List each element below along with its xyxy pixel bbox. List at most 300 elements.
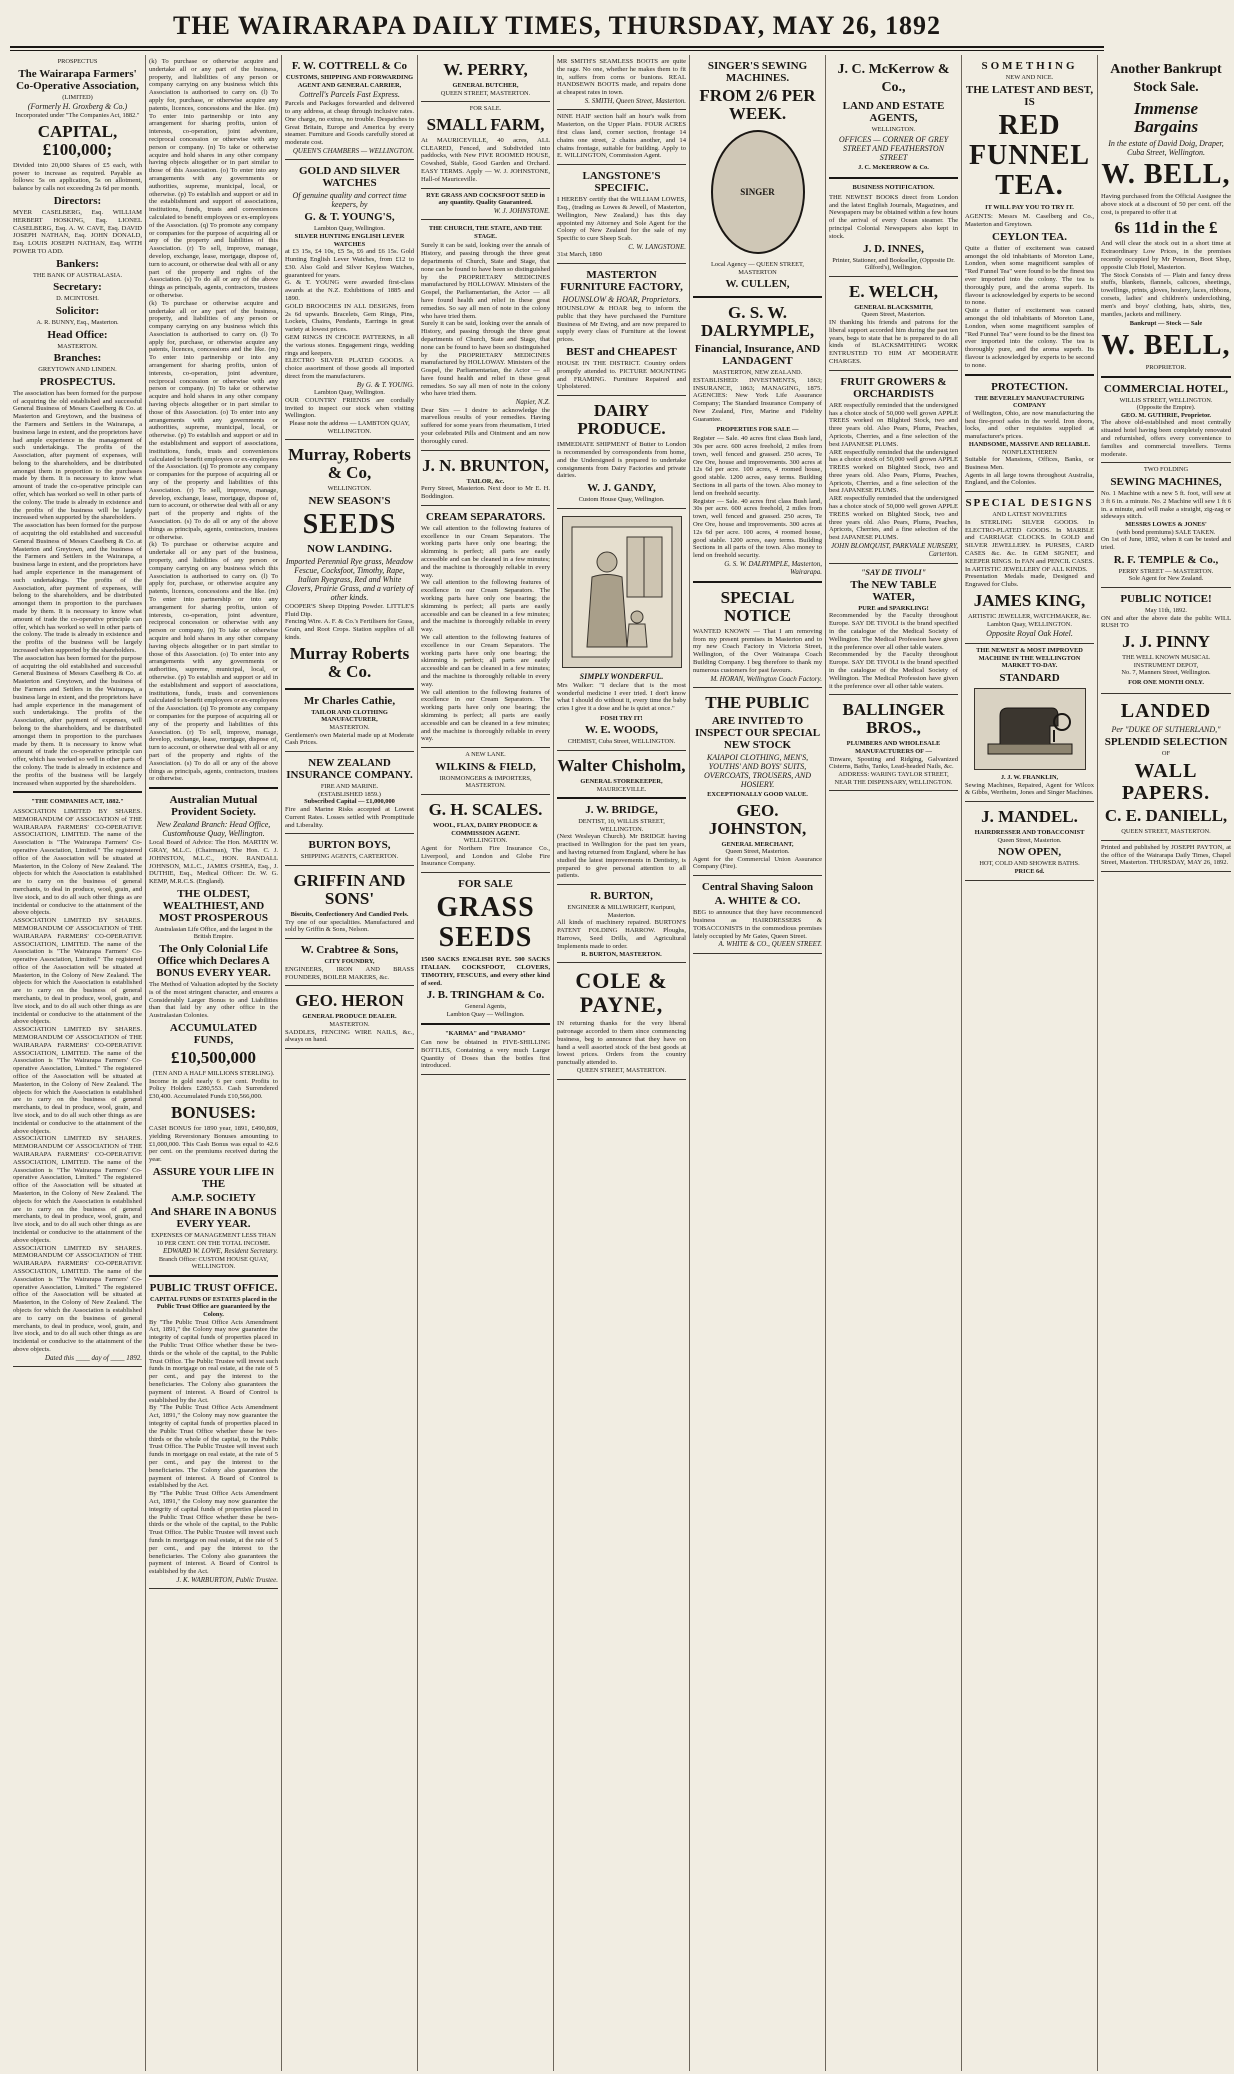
beverley-text: of Wellington, Ohio, are now manufacturing the best fire-proof safes in the world. Iron doors, locks, and other requisites supplied at manufacturer's prices. (965, 409, 1094, 441)
nonflexible-label: NONFLEXTHEREN (1001, 448, 1058, 456)
prospectus-sub-heading: PROSPECTUS. (39, 375, 116, 388)
gandy-heading: W. J. GANDY, (587, 482, 656, 495)
king-sub: ARTISTIC JEWELLER, WATCHMAKER, &c. (967, 613, 1092, 621)
fruit-growers-ad (829, 371, 958, 564)
hotel-proprietor: GEO. M. GUTHRIE, Proprietor. (1121, 411, 1211, 419)
bonuses-heading: BONUSES: (170, 1103, 257, 1123)
expenses-text: EXPENSES OF MANAGEMENT LESS THAN 10 PER CENT. ON THE TOTAL INCOME. (151, 1232, 276, 1247)
mckerrow-offices: OFFICES — CORNER OF GREY STREET AND FEATHERSTON STREET (838, 134, 949, 162)
dear-sirs-text: Dear Sirs — I desire to acknowledge the marvellous results of your remedies. Having suffered for some years from rheumatism, I tried your celebrated Pills and Ointment and am now thoroughly cured. (421, 406, 550, 445)
accum-heading: ACCUMULATED FUNDS, (169, 1022, 258, 1047)
nz-insurance-sub: FIRE AND MARINE. (320, 783, 379, 791)
burton-sub: ENGINEER & MILLWRIGHT, Kuripuni, Masterton. (567, 904, 676, 919)
temple-addr: PERRY STREET — MASTERTON. (1118, 567, 1214, 575)
masthead-title: THE WAIRARAPA DAILY TIMES, THURSDAY, MAY 26, 1892 (172, 11, 942, 40)
farm-heading: SMALL FARM, (426, 114, 545, 134)
tringham-addr: Lambton Quay — Wellington. (446, 1010, 525, 1018)
dalrymple-sub: Financial, Insurance, AND LANDAGENT (694, 343, 821, 368)
dairy-text: IMMEDIATE SHIPMENT of Butter to London is recommended by correspondents from home, and the Undersigned is prepared to undertake consignments from Dairy Factories and private dairies. (557, 441, 686, 480)
accum-value: £10,500,000 (171, 1048, 256, 1068)
mandel-addr: Queen Street, Masterton. (997, 836, 1062, 844)
it-will-pay: IT WILL PAY YOU TO TRY IT. (985, 203, 1074, 211)
cream-heading: CREAM SEPARATORS. (425, 510, 546, 523)
heron-ad (285, 986, 414, 1049)
burton-text: All kinds of machinery repaired. BURTON'S PATENT FOLDING HARROW. Ploughs, Harrows, Seed Drills, and Agricultural Implements made to order. (557, 919, 686, 950)
assure-sub: A.M.P. SOCIETY (171, 1192, 256, 1205)
try-it: FOSH TRY IT! (600, 714, 643, 722)
prospectus-text: The association has been formed for the purpose of acquiring the old established and successful General Business of Messrs Caselberg & Co. at Masterton and Greytown, and the business of the Farmers and Settlers in the Wairarapa, a business large in extent, and the proprietors have had ample experience in the management of such undertakings. The profits of the Association, after payment of expenses, will belong to the shareholders, and be distributed amongst them in proportion to the purchases made by them. It is necessary to know what amount of trade the co-operative principle can offer, which has worked so well in other parts of the colony. The trade is already in existence and the profits of the business will be largely increased when supported by the shareholders. (13, 389, 142, 522)
fruit-text-cont-2: ARE respectfully reminded that the undersigned has a choice stock of 50,000 well grown APPLE TREES worked on Blighted Stock, two and three years old. Also Pears, Plums, Peaches, Apricots, Cherries, and a fine selection of the best JAPANESE PLUMS. (829, 495, 958, 542)
lever-text: at £3 15s, £4 10s, £5 5s, £6 and £6 15s. Gold Hunting English Lever Watches, from £12 to £30. Also Gold and Silver Keyless Watches, guaranteed for years. (285, 248, 414, 279)
innes-heading: J. D. INNES, (863, 242, 924, 255)
only-office: The Only Colonial Life Office which Declares A BONUS EVERY YEAR. (156, 943, 271, 980)
griffin-text: Try one of our specialities. Manufactured and sold by Griffin & Sons, Nelson. (285, 918, 414, 934)
cottrell-sub: CUSTOMS, SHIPPING AND FORWARDING AGENT AND GENERAL CARRIER, (285, 74, 414, 89)
pinny-date: May 11th, 1892. (1144, 607, 1187, 615)
nz-insurance-est: (ESTABLISHED 1859.) (318, 790, 381, 798)
nz-insurance-heading: NEW ZEALAND INSURANCE COMPANY. (286, 757, 413, 782)
immense-heading: Immense Bargains (1133, 99, 1199, 136)
bridge-text: (Next Wesleyan Church). Mr BRIDGE having practised in Wellington for the past ten years, and having returned from England, where he has studied the latest improvements in Dentistry, is prepared to give personal attention to all patients. (557, 833, 686, 880)
public-trust-text-cont-2: By "The Public Trust Office Acts Amendment Act, 1891," the Colony may now guarantee the integrity of capital funds of properties placed in the Public Trust Office whether these be two-thirds or the whole of the capital, to the Public Trust Office. The Public Trustee will invest such funds in mortgage on real estate, at the rate of 5 per cent., and pay the interest to the beneficiaries. The Colony also guarantees the payment of interest. A Board of Control is established by the Act. (149, 1490, 278, 1576)
directors-list: MYER CASELBERG, Esq. WILLIAM HERBERT HOSKING, Esq. LIONEL CASELBERG, Esq. A. W. CAVE, Esq. DAVID JOSEPH NATHAN, Esq. JOHN DONALD, Esq. LOUIS JOSEPH NATHAN, Esq. WITH POWER TO ADD. (13, 208, 142, 255)
latest-heading: THE LATEST AND BEST, IS (965, 83, 1094, 108)
amp-sub: New Zealand Branch: Head Office, Customhouse Quay, Wellington. (156, 820, 271, 839)
nz-insurance-ad (285, 752, 414, 834)
woods-heading: W. E. WOODS, (584, 724, 659, 737)
furniture-ad (557, 264, 686, 396)
solicitor-value: A. R. BUNNY, Esq., Masterton. (36, 318, 119, 326)
oldest-heading: THE OLDEST, WEALTHIEST, AND MOST PROSPEROUS (159, 887, 268, 924)
business-men-text: Suitable for Mansions, Offices, Banks, or Business Men. (965, 456, 1094, 471)
tivoli-heading: "SAY DE TIVOLI" (860, 567, 927, 577)
seeds-big: SEEDS (302, 508, 397, 540)
watches-heading: GOLD AND SILVER WATCHES (298, 165, 401, 190)
griffin-ad (285, 866, 414, 939)
cream-text-cont-3: We call attention to the following features of excellence in our Cream Separators. The working parts have only one bearing; the skimming is perfect; all parts are easily accessible and can be cleaned in a few minutes; and the machine is thoroughly reliable in every way. (421, 688, 550, 743)
properties-sig: G. S. W. DALRYMPLE, Masterton, Wairarapa. (724, 559, 822, 577)
tringham-sub: General Agents, (464, 1003, 507, 1011)
heron-heading: GEO. HERON (295, 991, 404, 1011)
beverley-heading: THE BEVERLEY MANUFACTURING COMPANY (974, 394, 1085, 410)
branches-value: GREYTOWN AND LINDEN. (38, 366, 117, 374)
ryegrass-ad (421, 189, 550, 221)
murray2-heading: Murray Roberts & Co. (289, 643, 410, 681)
ballinger-ad (829, 695, 958, 791)
scales-text: Agent for Northern Fire Insurance Co., Liverpool, and London and Globe Fire Insurance Company. (421, 844, 550, 868)
singer-logo-text: SINGER (740, 186, 775, 197)
mckerrow-addr: WELLINGTON. (871, 126, 916, 133)
tivoli-text: Recommended by the Faculty throughout Europe. SAY DE TIVOLI is the brand specified in the catalogue of the Medical Society of Wellington. The Medical Profession have given it the preference over all other table waters. (829, 612, 958, 651)
public-trust-ad (149, 1277, 278, 1589)
special-sig: M. HORAN, Wellington Coach Factory. (710, 674, 822, 683)
public-sub: ARE INVITED TO INSPECT OUR SPECIAL NEW STOCK (694, 714, 821, 751)
johnston-sub: GENERAL MERCHANT, (721, 840, 794, 848)
memorandum-text: ASSOCIATION LIMITED BY SHARES. MEMORANDUM OF ASSOCIATION of THE WAIRARAPA FARMERS' CO-OPERATIVE ASSOCIATION, LIMITED. The name of the Association is "The Wairarapa Farmers' Co-operative Association, Limited." The registered office of the Association will be situated at Masterton, in the Colony of New Zealand. The objects for which the Association is established are to carry on the business of general merchants, to deal in produce, wool, grain, and live stock, and to do all such other things as are incidental or conducive to the attainment of the above objects. (13, 807, 142, 917)
machine-text: Sewing Machines, Repaired, Agent for Wilcox & Gibbs, Wertheim, Jones and Singer Machines. (965, 781, 1094, 797)
secretary-heading: Secretary: (53, 281, 102, 294)
valuation-text: The Method of Valuation adopted by the Society is of the most stringent character, and ensures a Considerably Larger Bonus to and Liabilities than that laid by any other office in the Australasian Colonies. (149, 981, 278, 1020)
protection-heading: PROTECTION. (991, 380, 1068, 393)
illustration-drawing (567, 522, 677, 662)
mandel-heading: J. MANDEL. (981, 807, 1078, 827)
something-heading: SOMETHING (981, 60, 1078, 72)
singer-price: FROM 2/6 PER WEEK. (699, 86, 816, 123)
section-text: NINE HAIF section half an hour's walk from Masterton, on the Upper Plain. FOUR ACRES first class land, corner section, frontage 14 chains one street, 2 chains another, and 14 chains frontage, suitable for building. Apply to E. WILLINGTON, Commission Agent. (557, 113, 686, 160)
dalrymple-text: ESTABLISHED: INVESTMENTS, 1863; INSURANCE, 1863; MANAGING, 1875. AGENCIES: New York Life Assurance Company; The Standard Insurance Company of New Zealand, Fire, Marine and Fidelity Guarantee. (693, 376, 822, 423)
brunton-ad (421, 451, 550, 506)
mother-child-illustration (562, 516, 682, 668)
brooches-text: GOLD BROOCHES IN ALL DESIGNS, from 2s 6d upwards. Bracelets, Gem Rings, Pins, Lockets, Chains, Pendants, Earrings in great variety at lowest prices. (285, 302, 414, 334)
mandel-sub: HAIRDRESSER AND TOBACCONIST (974, 829, 1085, 837)
singer-logo-frame (708, 127, 808, 257)
something-sub: NEW AND NICE. (1005, 74, 1054, 81)
chisholm-ad (557, 751, 686, 799)
hotel-sub: WILLIS STREET, WELLINGTON. (1119, 396, 1213, 404)
funnel-agents: AGENTS: Messrs M. Caselberg and Co., Masterton and Greytown. (965, 213, 1094, 228)
column-1 (10, 55, 146, 2071)
farm-for-sale: FOR SALE. (469, 105, 502, 113)
mandel-open: NOW OPEN, (997, 846, 1062, 859)
electro-sig: By G. & T. YOUNG. (356, 380, 414, 389)
memorandum-text-cont-4: ASSOCIATION LIMITED BY SHARES. MEMORANDUM OF ASSOCIATION of THE WAIRARAPA FARMERS' CO-OPERATIVE ASSOCIATION, LIMITED. The name of the Association is "The Wairarapa Farmers' Co-operative Association, Limited." The registered office of the Association will be situated at Masterton, in the Colony of New Zealand. The objects for which the Association is established are to carry on the business of general merchants, to deal in produce, wool, grain, and live stock, and to do all such other things as are incidental or conducive to the attainment of the above objects. (13, 1244, 142, 1353)
welch-addr: Queen Street, Masterton. (861, 311, 926, 319)
machine-caption: J. J. W. FRANKLIN, (1000, 774, 1059, 782)
shaving-saloon-ad (693, 876, 822, 954)
chisholm-sub: GENERAL STOREKEEPER, (580, 778, 663, 786)
public-trust-text-cont: By "The Public Trust Office Acts Amendment Act, 1891," the Colony may now guarantee the integrity of capital funds of properties placed in the Public Trust Office whether these be two-thirds or the whole of the capital, to the Public Trust Office. The Public Trustee will invest such funds in mortgage on real estate, at the rate of 5 per cent., and pay the interest to the beneficiaries. The Colony also guarantees the payment of interest. A Board of Control is established by the Act. (149, 1404, 278, 1490)
cathie-sub: TAILOR AND CLOTHING MANUFACTURER, (311, 708, 388, 724)
temple-heading: R. F. TEMPLE & Co., (1113, 553, 1219, 566)
crabtree-ad (285, 939, 414, 986)
hotel-text: The above old-established and most centrally situated hotel having been completely renovated and refurnished, offers every convenience to families and commercial travellers. Terms moderate. (1101, 419, 1231, 458)
business-text: THE NEWEST BOOKS direct from London and the latest English Journals, Magazines, and Newspapers may be obtained within a few hours of the arrival of every Ocean steamer. The principal Colonial Newspapers also kept in stock. (829, 193, 958, 240)
smith-sig: S. SMITH, Queen Street, Masterton. (584, 96, 686, 105)
tivoli-ad (829, 564, 958, 696)
small-farm-ad (421, 102, 550, 188)
pinny-ad (1101, 588, 1231, 694)
dalrymple-ad (693, 298, 822, 583)
youngs-address-note: Please note the address — LAMBTON QUAY, WELLINGTON. (289, 420, 410, 435)
cottrell-express: Cottrell's Parcels Fast Express. (299, 90, 400, 100)
masthead (10, 6, 1104, 48)
sewing-machine-icon (980, 694, 1080, 764)
chisholm-addr: MAURICEVILLE. (596, 785, 647, 793)
tivoli-text-cont: Recommended by the Faculty throughout Europe. SAY DE TIVOLI is the brand specified in the catalogue of the Medical Society of Wellington. The Medical Profession have given it the preference over all other table waters. (829, 651, 958, 690)
langstone-heading: LANGSTONE'S SPECIFIC. (582, 170, 661, 195)
welch-ad (829, 277, 958, 371)
cathie-text: Gentlemen's own Material made up at Moderate Cash Prices. (285, 731, 414, 747)
bankrupt-footer: Bankrupt — Stock — Sale (1129, 320, 1203, 328)
column-3 (282, 55, 418, 2071)
scales-heading: G. H. SCALES. (428, 799, 543, 819)
bell-heading: W. BELL, (1101, 159, 1231, 190)
public-items: KAIAPOI CLOTHING, MEN'S, YOUTHS' AND BOYS' SUITS, OVERCOATS, TROUSERS, AND HOSIERY. (703, 752, 812, 789)
pinny-text: ON and after the above date the public WILL RUSH TO (1101, 614, 1231, 630)
crabtree-heading: W. Crabtree & Sons, (300, 944, 399, 957)
business-heading: BUSINESS NOTIFICATION. (852, 184, 935, 192)
griffin-sub: Biscuits, Confectionery And Candied Peels. (290, 911, 409, 918)
assure-heading: ASSURE YOUR LIFE IN THE (152, 1166, 275, 1191)
nz-insurance-capital: Subscribed Capital — £1,000,000 (304, 798, 395, 806)
company-name: The Wairarapa Farmers' Co-Operative Association, (16, 67, 139, 92)
limited-label: (LIMITED) (62, 93, 93, 101)
memorandum-text-cont-3: ASSOCIATION LIMITED BY SHARES. MEMORANDUM OF ASSOCIATION of THE WAIRARAPA FARMERS' CO-OPERATIVE ASSOCIATION, LIMITED. The name of the Association is "The Wairarapa Farmers' Co-operative Association, Limited." The registered office of the Association will be situated at Masterton, in the Colony of New Zealand. The objects for which the Association is established are to carry on the business of general merchants, to deal in produce, wool, grain, and live stock, and to do all such other things as are incidental or conducive to the attainment of the above objects. (13, 1135, 142, 1244)
branches-heading: Branches: (53, 352, 102, 365)
lowes-text: On 1st of June, 1892, when it can be tested and tried. (1101, 536, 1231, 552)
hotel-heading: COMMERCIAL HOTEL, (1103, 382, 1229, 395)
griffin-heading: GRIFFIN AND SONS' (293, 871, 406, 908)
cream-text-cont: We call attention to the following features of excellence in our Cream Separators. The working parts have only one bearing; the skimming is perfect; all parts are easily accessible and can be cleaned in a few minutes; and the machine is thoroughly reliable in every way. (421, 579, 550, 634)
public-value: EXCEPTIONALLY GOOD VALUE. (707, 790, 808, 798)
johnston-addr: Queen Street, Masterton. (725, 848, 790, 856)
daniell-heading: C. E. DANIELL, (1104, 806, 1228, 826)
column-6 (690, 55, 826, 2071)
ceylon-heading: CEYLON TEA. (992, 230, 1067, 243)
church-sig: Napier, N.Z. (515, 398, 550, 407)
bankers-value: THE BANK OF AUSTRALASIA. (32, 271, 123, 279)
perry-addr: QUEEN STREET, MASTERTON. (440, 89, 531, 97)
mckerrow-ad (829, 55, 958, 179)
presentation-text: Presentation Medals made, Designed and Engraved for Clubs. (965, 573, 1094, 589)
column-7 (826, 55, 962, 2071)
objects-text-cont-2: (k) To purchase or otherwise acquire and undertake all or any part of the business, property, and liabilities of any person or company carrying on any business which this Association is authorised to carry on. (l) To apply for, purchase, or otherwise acquire any patents, licences, concessions and the like. (m) To enter into partnership or into any arrangement for sharing profits, union of interests, co-operation, joint adventure, reciprocal concession or otherwise with any person or company. (n) To take or otherwise acquire and hold shares in any other company having objects altogether or in part similar to those of this Association. (o) To enter into any arrangements with any governments or authorities, supreme, municipal, local, or otherwise. (p) To establish and support or aid in the establishment and support of associations, institutions, funds, trusts and conveniences calculated to benefit employees or ex-employees of the Association. (q) To promote any company or companies for the purpose of acquiring all or any of the property and liabilities of this Association. (r) To sell, improve, manage, develop, exchange, lease, mortgage, dispose of, turn to account, or otherwise deal with all or any part of the property and rights of the Association. (s) To do all or any of the above things as principals, agents, contractors, trustees or otherwise. (149, 541, 278, 783)
memorandum-text-cont: ASSOCIATION LIMITED BY SHARES. MEMORANDUM OF ASSOCIATION of THE WAIRARAPA FARMERS' CO-OPERATIVE ASSOCIATION, LIMITED. The name of the Association is "The Wairarapa Farmers' Co-operative Association, Limited." The registered office of the Association will be situated at Masterton, in the Colony of New Zealand. The objects for which the Association is established are to carry on the business of general merchants, to deal in produce, wool, grain, and live stock, and to do all such other things as are incidental or conducive to the attainment of the above objects. (13, 917, 142, 1026)
bridge-sub: DENTIST, 10, WILLIS STREET, WELLINGTON. (578, 818, 665, 833)
ballinger-sub: PLUMBERS AND WHOLESALE MANUFACTURERS OF — (846, 740, 941, 756)
section-sale-ad (557, 110, 686, 165)
special-designs-heading: SPECIAL DESIGNS (965, 497, 1094, 510)
handsome-heading: HANDSOME, MASSIVE AND RELIABLE. (968, 440, 1091, 448)
properties-text: Register — Sale. 40 acres first class Bush land, 30s per acre. 600 acres freehold, 2 miles from town, well fenced and grassed. 250 acres, Te Ore Ore, house and improvements. 300 acres at 12s 6d per acre. 100 acres, 4 roomed house, good stable. 1200 acres, easy terms. Building Sections in all parts of the town. Also money to lend on freehold security. (693, 435, 822, 497)
electro-addr: Lambton Quay, Wellington. (313, 389, 385, 397)
scales-sub: WOOL, FLAX, DAIRY PRODUCE & COMMISSION AGENT. (433, 821, 538, 837)
special-heading: SPECIAL NOTICE (720, 587, 795, 625)
estate-text: In the estate of David Doig, Draper, Cuba Street, Wellington. (1108, 139, 1224, 157)
lowes-heading: MESSRS LOWES & JONES' (1125, 521, 1207, 529)
youngs-addr: Lambton Quay, Wellington. (313, 225, 385, 233)
prospectus-text-cont-2: The association has been formed for the purpose of acquiring the old established and successful General Business of Messrs Caselberg & Co. at Masterton and Greytown, and the business of the Farmers and Settlers in the Wairarapa, a business large in extent, and the proprietors have had ample experience in the management of such undertakings. The profits of the Association, after payment of expenses, will belong to the shareholders, and be distributed amongst them in proportion to the purchases made by them. It is necessary to know what amount of trade the co-operative principle can offer, which has worked so well in other parts of the colony. The trade is already in existence and the profits of the business will be largely increased when supported by the shareholders. (13, 654, 142, 787)
mckerrow-heading: J. C. McKerrow & Co., (837, 62, 950, 95)
johnston-heading: GEO. JOHNSTON, (708, 800, 807, 838)
karma-heading: "KARMA" and "PARAMO" (445, 1029, 526, 1037)
new-lane: A NEW LANE. (465, 751, 506, 759)
fruit-text: ARE respectfully reminded that the undersigned has a choice stock of 50,000 well grown APPLE TREES worked on Blighted Stock, two and three years old. Also Pears, Plums, Peaches, Apricots, Cherries, and a fine selection of the best JAPANESE PLUMS. (829, 401, 958, 448)
farm-text: At MAURICEVILLE, 40 acres, ALL CLEARED, Fenced, and Subdivided into paddocks, with New FIVE ROOMED HOUSE, Cowshed, Stable, Good Garden and Orchard. EASY TERMS. Apply — W. J. JOHNSTONE, Hall-of Mauriceville. (421, 136, 550, 183)
langstone-sig: C. W. LANGSTONE. (628, 242, 686, 251)
singer-logo (711, 130, 805, 254)
commercial-hotel-ad (1101, 378, 1231, 464)
public-trust-text: By "The Public Trust Office Acts Amendment Act, 1891," the Colony may now guarantee the integrity of capital funds of properties placed in the Public Trust Office whether these be two-thirds or the whole of the capital, to the Public Trust Office. The Public Trustee will invest such funds in mortgage on real estate, at the rate of 5 per cent., and pay the interest to the beneficiaries. The Colony also guarantees the payment of interest. A Board of Control is established by the Act. (149, 1318, 278, 1404)
column-9 (1098, 55, 1234, 2071)
standard-machine-ad (965, 644, 1094, 802)
heron-text: SADDLES, FENCING WIRE NAILS, &c., always on hand. (285, 1028, 414, 1044)
standard-title: STANDARD (999, 672, 1060, 685)
awards-text: G. & T. YOUNG were awarded first-class awards at the N.Z. Exhibitions of 1885 and 1890. (285, 279, 414, 302)
accum-sub: (TEN AND A HALF MILLIONS STERLING). (152, 1070, 275, 1078)
landed-selection: SPLENDID SELECTION (1104, 735, 1228, 748)
gem-rings-text: GEM RINGS IN CHOICE PATTERNS, in all the various stones. Engagement rings, wedding rings and keepers. (285, 333, 414, 357)
red-funnel-ad (965, 55, 1094, 376)
johnston-text: Agent for the Commercial Union Assurance Company (Fire). (693, 855, 822, 871)
farmers-prospectus (13, 55, 142, 793)
furniture-sub: HOUNSLOW & HOAR, Proprietors. (562, 294, 681, 304)
sewing-machine-illustration (974, 688, 1086, 770)
murray-seeds-ad (285, 440, 414, 690)
cream-text-cont-2: We call attention to the following features of excellence in our Cream Separators. The working parts have only one bearing; the skimming is perfect; all parts are easily accessible and can be cleaned in a few minutes; and the machine is thoroughly reliable in every way. (421, 634, 550, 688)
capital-text: Divided into 20,000 Shares of £5 each, with power to increase as required. Payable as follows: 5s on application, 5s on allotment, balance by calls not exceeding 2s 6d per month. (13, 161, 142, 193)
objects-text-cont: (k) To purchase or otherwise acquire and undertake all or any part of the business, property, and liabilities of any person or company carrying on any business which this Association is authorised to carry on. (l) To apply for, purchase, or otherwise acquire any patents, licences, concessions and the like. (m) To enter into partnership or into any arrangement for sharing profits, union of interests, co-operation, joint adventure, reciprocal concession or otherwise with any person or company. (n) To take or otherwise acquire and hold shares in any other company having objects altogether or in part similar to those of this Association. (o) To enter into any arrangements with any governments or authorities, supreme, municipal, local, or otherwise. (p) To establish and support or aid in the establishment and support of associations, institutions, funds, trusts and conveniences calculated to benefit employees or ex-employees of the Association. (q) To promote any company or companies for the purpose of acquiring all or any of the property and liabilities of this Association. (r) To sell, improve, manage, develop, exchange, lease, mortgage, dispose of, turn to account, or otherwise deal with all or any part of the property and rights of the Association. (s) To do all or any of the above things as principals, agents, contractors, trustees or otherwise. (149, 299, 278, 541)
nz-insurance-text: Fire and Marine Risks accepted at Lowest Current Rates. Losses settled with Promptitude and Liberality. (285, 806, 414, 829)
memorandum-heading: "THE COMPANIES ACT, 1882." (31, 798, 124, 806)
crabtree-sub: CITY FOUNDRY, (324, 958, 375, 966)
karma-text: Can now be obtained in FIVE-SHILLING BOTTLES, Containing a very much Larger Quantity of Doses than the bottles first introduced. (421, 1039, 550, 1070)
public-notice-heading: PUBLIC NOTICE! (1120, 593, 1212, 606)
public-trust-sig: J. K. WARBURTON, Public Trustee. (176, 1575, 278, 1584)
red-funnel-title: RED FUNNEL TEA. (968, 109, 1091, 201)
properties-heading: PROPERTIES FOR SALE — (716, 425, 799, 433)
smith-boots-ad (557, 55, 686, 110)
public-trust-heading: PUBLIC TRUST OFFICE. (149, 1281, 278, 1294)
special-notice-ad (693, 583, 822, 688)
wilkins-heading: WILKINS & FIELD, (435, 760, 536, 773)
fruit-heading: FRUIT GROWERS & ORCHARDISTS (840, 375, 947, 400)
langstone-text: I HEREBY certify that the WILLIAM LOWES, Esq., (trading as Lowes & Jewell, of Masterton, Wellington, New Zealand,) has this day appointed my Attorney and Sole Agent for the Colony of New Zealand for the sale of my Specific to cure Sheep Scab. (557, 196, 686, 243)
secretary-value: D. MCINTOSH. (56, 295, 99, 303)
welch-sub: GENERAL BLACKSMITH, (854, 303, 933, 311)
column-4 (418, 55, 554, 2071)
scales-ad (421, 795, 550, 873)
cathie-heading: Mr Charles Cathie, (303, 694, 396, 707)
wall-papers-ad (1101, 694, 1231, 841)
sewing-text: No. 1 Machine with a new 5 ft. foot, will sew at 3 ft 6 in. a minute. No. 2 Machine will sew 1 ft 6 in. a minute, and will make a straight, zig-zag or sideways stitch. (1101, 489, 1231, 521)
ryegrass-text: RYE GRASS AND COCKSFOOT SEED in any quantity. Quality Guaranteed. (426, 191, 545, 207)
special-designs-ad (965, 492, 1094, 644)
bankers-heading: Bankers: (56, 257, 99, 270)
crabtree-text: ENGINEERS, IRON AND BRASS FOUNDERS, BOILER MAKERS, &c. (285, 965, 414, 981)
amp-heading: Australian Mutual Provident Society. (169, 794, 258, 819)
bridge-heading: J. W. BRIDGE, (585, 804, 658, 817)
burton-sig: R. BURTON, MASTERTON. (581, 950, 662, 958)
dairy-ad (557, 396, 686, 509)
electro-text: ELECTRO SILVER PLATED GOODS. A choice assortment of those goods all imported direct from the manufacturers. (285, 357, 414, 380)
burton-boys-ad (285, 834, 414, 866)
heron-addr: MASTERTON. (329, 1020, 370, 1028)
mckerrow-sig: J. C. McKERROW & Co. (858, 163, 929, 171)
best-cheapest-text: HOUSE IN THE DISTRICT. Country orders promptly attended to. PICTURE MOUNTING and FRAMING. Furniture Repaired and Upholstered. (557, 359, 686, 391)
pinny-sub: THE WELL KNOWN MUSICAL INSTRUMENT DEPOT, (1122, 654, 1210, 669)
murray-sub: WELLINGTON. (327, 485, 372, 493)
grass-seeds-ad (421, 873, 550, 1024)
bankrupt-stock-ad (1101, 55, 1231, 378)
perry-heading: W. PERRY, (443, 60, 528, 79)
ryegrass-sig: W. J. JOHNSTONE. (493, 206, 550, 215)
shaving-sub: A. WHITE & CO. (714, 895, 801, 908)
designs-list: In STERLING SILVER GOODS. In ELECTRO-PLATED GOODS. In MARBLE and CARRIAGE CLOCKS. In GOLD and SILVER JEWELLERY. In PURSES, CARD CASES &c. &c. In GEM SIGNET, and KEEPER RINGS. In FAN and PENCIL CASES. In ARTISTIC JEWELLERY OF ALL KINDS. (965, 518, 1094, 573)
smith-text: MR SMITH'S SEAMLESS BOOTS are quite the rage. No one, whether he makes them to fit in, suffers from corns or bunions. REAL HANDSEWN BOOTS made, and repairs done at cheapest rates in town. (557, 58, 686, 97)
daniell-addr: QUEEN STREET, MASTERTON. (1121, 828, 1211, 836)
business-notification-ad (829, 179, 958, 277)
shaving-sig: A. WHITE & CO., QUEEN STREET. (718, 940, 822, 949)
youngs-name: G. & T. YOUNG'S, (304, 211, 395, 224)
mandel-price: PRICE 6d. (1014, 867, 1045, 875)
burton-heading: R. BURTON, (590, 890, 653, 903)
welch-heading: E. WELCH, (849, 281, 938, 301)
woods-ad (557, 509, 686, 751)
mandel-text: HOT, COLD AND SHOWER BATHS. (979, 860, 1080, 868)
bell2-heading: W. BELL, (1101, 329, 1231, 361)
amp-society-ad (149, 789, 278, 1277)
innes-sub: Printer, Stationer, and Bookseller, (Opposite Dr. Gilford's), Wellington. (832, 256, 955, 272)
church-state-ad (421, 220, 550, 451)
sewing-machines-ad (1101, 463, 1231, 588)
country-text: OUR COUNTRY FRIENDS are cordially invited to inspect our stock when visiting Wellington. (285, 396, 414, 420)
bell-text: Having purchased from the Official Assignee the above stock at a discount of 50 per cent. off the cost, is prepared to offer it at (1101, 193, 1231, 216)
bridge-ad (557, 799, 686, 885)
office-heading: Head Office: (47, 328, 108, 341)
properties-text-cont: Register — Sale. 40 acres first class Bush land, 30s per acre. 600 acres freehold, 2 miles from town, well fenced and grassed. 250 acres, Te Ore Ore, house and improvements. 300 acres at 12s 6d per acre. 100 acres, 4 roomed house, good stable. 1200 acres, easy terms. Building Sections in all parts of the town. Also money to lend on freehold security. (693, 497, 822, 560)
burton-engineer-ad (557, 885, 686, 963)
brunton-heading: J. N. BRUNTON, (422, 455, 549, 475)
cooper-text: Fencing Wire. A. F. & Co.'s Fertilisers for Grass, Grain, and Root Crops. Station supplies of all kinds. (285, 618, 414, 642)
singer-agent-sig: W. CULLEN, (725, 278, 790, 291)
column-2 (146, 55, 282, 2071)
cole-payne-ad (557, 963, 686, 1079)
seeds-text: Imported Perennial Rye grass, Meadow Fescue, Cocksfoot, Timothy, Rape, Italian Ryegrass, Red and White Clovers, Prairie Grass, and a variety of other kinds. (285, 556, 414, 602)
special-designs-sub: AND LATEST NOVELTIES (992, 511, 1067, 519)
langstone-ad (557, 165, 686, 264)
shaving-text: BEG to announce that they have recommenced business as HAIRDRESSERS & TOBACCONISTS in the commodious premises lately occupied by Mr Gates, Queen Street. (693, 909, 822, 940)
tringham-heading: J. B. TRINGHAM & Co. (426, 989, 545, 1002)
grass-for-sale: FOR SALE (458, 878, 513, 891)
ceylon-text: Quite a flutter of excitement was caused amongst the old inhabitants of Moreton Lane, London, when some magnificent samples of "Red Funnel Tea" were found to be the finest tea ever imported into the colony. The tea is thoroughly pure, and the aroma superb. Its flavour is acknowledged by experts to be second to none. (965, 244, 1094, 307)
public-heading: THE PUBLIC (705, 692, 810, 712)
illustration-text: Mrs Walker: "I declare that is the most wonderful medicine I ever tried. I don't know what I should do without it, every time the baby cries I give it a dose and he is quiet at once." (557, 681, 686, 713)
special-text: WANTED KNOWN — That I am removing from my present premises in Masterton and to my new Coach Factory in Victoria Street, Wellington, of the Over Wairarapa Coach Building Company. I beg therefore to thank my numerous customers for past favours. (693, 627, 822, 674)
directors-heading: Directors: (53, 194, 102, 207)
cream-text: We call attention to the following features of excellence in our Cream Separators. The working parts have only one bearing; the skimming is perfect; all parts are easily accessible and can be cleaned in a few minutes; and the machine is thoroughly reliable in every way. (421, 524, 550, 579)
sewing-heading: SEWING MACHINES, (1110, 475, 1222, 488)
furniture-text: HOUNSLOW & HOAR beg to inform the public that they have purchased the Furniture Business of Mr Ewing, and are now prepared to supply every class of Furniture at the lowest prices. (557, 304, 686, 344)
cole-text: IN returning thanks for the very liberal patronage accorded to them since commencing business, beg to announce that they have on hand a well assorted stock of the best goods at lowest prices. Orders from the country punctually attended to. (557, 1020, 686, 1067)
dalrymple-addr: MASTERTON, NEW ZEALAND. (712, 369, 803, 377)
bankrupt-heading: Another Bankrupt Stock Sale. (1110, 62, 1222, 95)
incorporated-label: Incorporated under "The Companies Act, 1882." (15, 112, 140, 120)
ballinger-addr: ADDRESS: WARING TAYLOR STREET, NEAR THE DISPENSARY, WELLINGTON. (834, 771, 953, 786)
stock-list: The Stock Consists of — Plain and fancy dress stuffs, blankets, flannels, calicoes, sheetings, towellings, prints, gloves, hosiery, laces, ribbons, corsets, ladies' and children's underclothing, men's and boys' clothing, hats, shirts, ties, mantles, jackets and millinery. (1101, 271, 1231, 318)
lowes-sub: (with bond premiums) SALE TAKEN. (1116, 528, 1216, 536)
bell2-sub: PROPRIETOR. (1145, 363, 1187, 371)
welch-text: IN thanking his friends and patrons for the liberal support accorded him during the past ten years, begs to state that he is prepared to do all kinds of BLACKSMITHING WORK ENTRUSTED TO HIM AT MODERATE CHARGES. (829, 318, 958, 365)
heron-sub: GENERAL PRODUCE DEALER. (302, 1013, 397, 1021)
gandy-addr: Custom House Quay, Wellington. (578, 496, 665, 504)
public-invited-ad (693, 688, 822, 876)
king-addr: Lambton Quay, WELLINGTON. (987, 620, 1072, 628)
prospectus-heading: PROSPECTUS (57, 58, 98, 65)
imprint (1101, 841, 1231, 872)
chisholm-heading: Walter Chisholm, (557, 756, 686, 776)
cottrell-text: Parcels and Packages forwarded and delivered to any address, at cheap through inclusive rates. One charge, no extras, no trouble. Despatches to Great Britain, Europe and America by every steamer. Furniture and Goods carefully stored at moderate cost. (285, 100, 414, 147)
singer-ad (693, 55, 822, 298)
office-value: MASTERTON. (57, 342, 98, 350)
ballinger-heading: BALLINGER BROS., (842, 700, 945, 738)
cream-separators-ad (421, 506, 550, 748)
amp-agent: EDWARD W. LOWE, Resident Secretary. (162, 1247, 278, 1256)
pinny-heading: J. J. PINNY (1122, 632, 1210, 652)
dalrymple-heading: G. S. W. DALRYMPLE, (700, 303, 815, 341)
bell-extra: And will clear the stock out in a short time at Extraordinary Low Prices, in the premises recently occupied by Mr Peterson, Boot Shop, opposite Club Hotel, Masterton. (1101, 240, 1231, 271)
objects-text: (k) To purchase or otherwise acquire and undertake all or any part of the business, property, and liabilities of any person or company carrying on any business which this Association is authorised to carry on. (l) To apply for, purchase, or otherwise acquire any patents, licences, concessions and the like. (m) To enter into partnership or into any arrangement for sharing profits, union of interests, co-operation, joint adventure, reciprocal concession or otherwise with any person or company. (n) To take or otherwise acquire and hold shares in any other company having objects altogether or in part similar to those of this Association. (o) To enter into any arrangements with any governments or authorities, supreme, municipal, local, or otherwise. (p) To establish and support or aid in the establishment and support of associations, institutions, funds, trusts and conveniences calculated to benefit employees or ex-employees of the Association. (q) To promote any company or companies for the purpose of acquiring all or any of the property and liabilities of this Association. (r) To sell, improve, manage, develop, exchange, lease, mortgage, dispose of, turn to account, or otherwise deal with all or any part of the property and rights of the Association. (s) To do all or any of the above things as principals, agents, contractors, trustees or otherwise. (149, 58, 278, 299)
